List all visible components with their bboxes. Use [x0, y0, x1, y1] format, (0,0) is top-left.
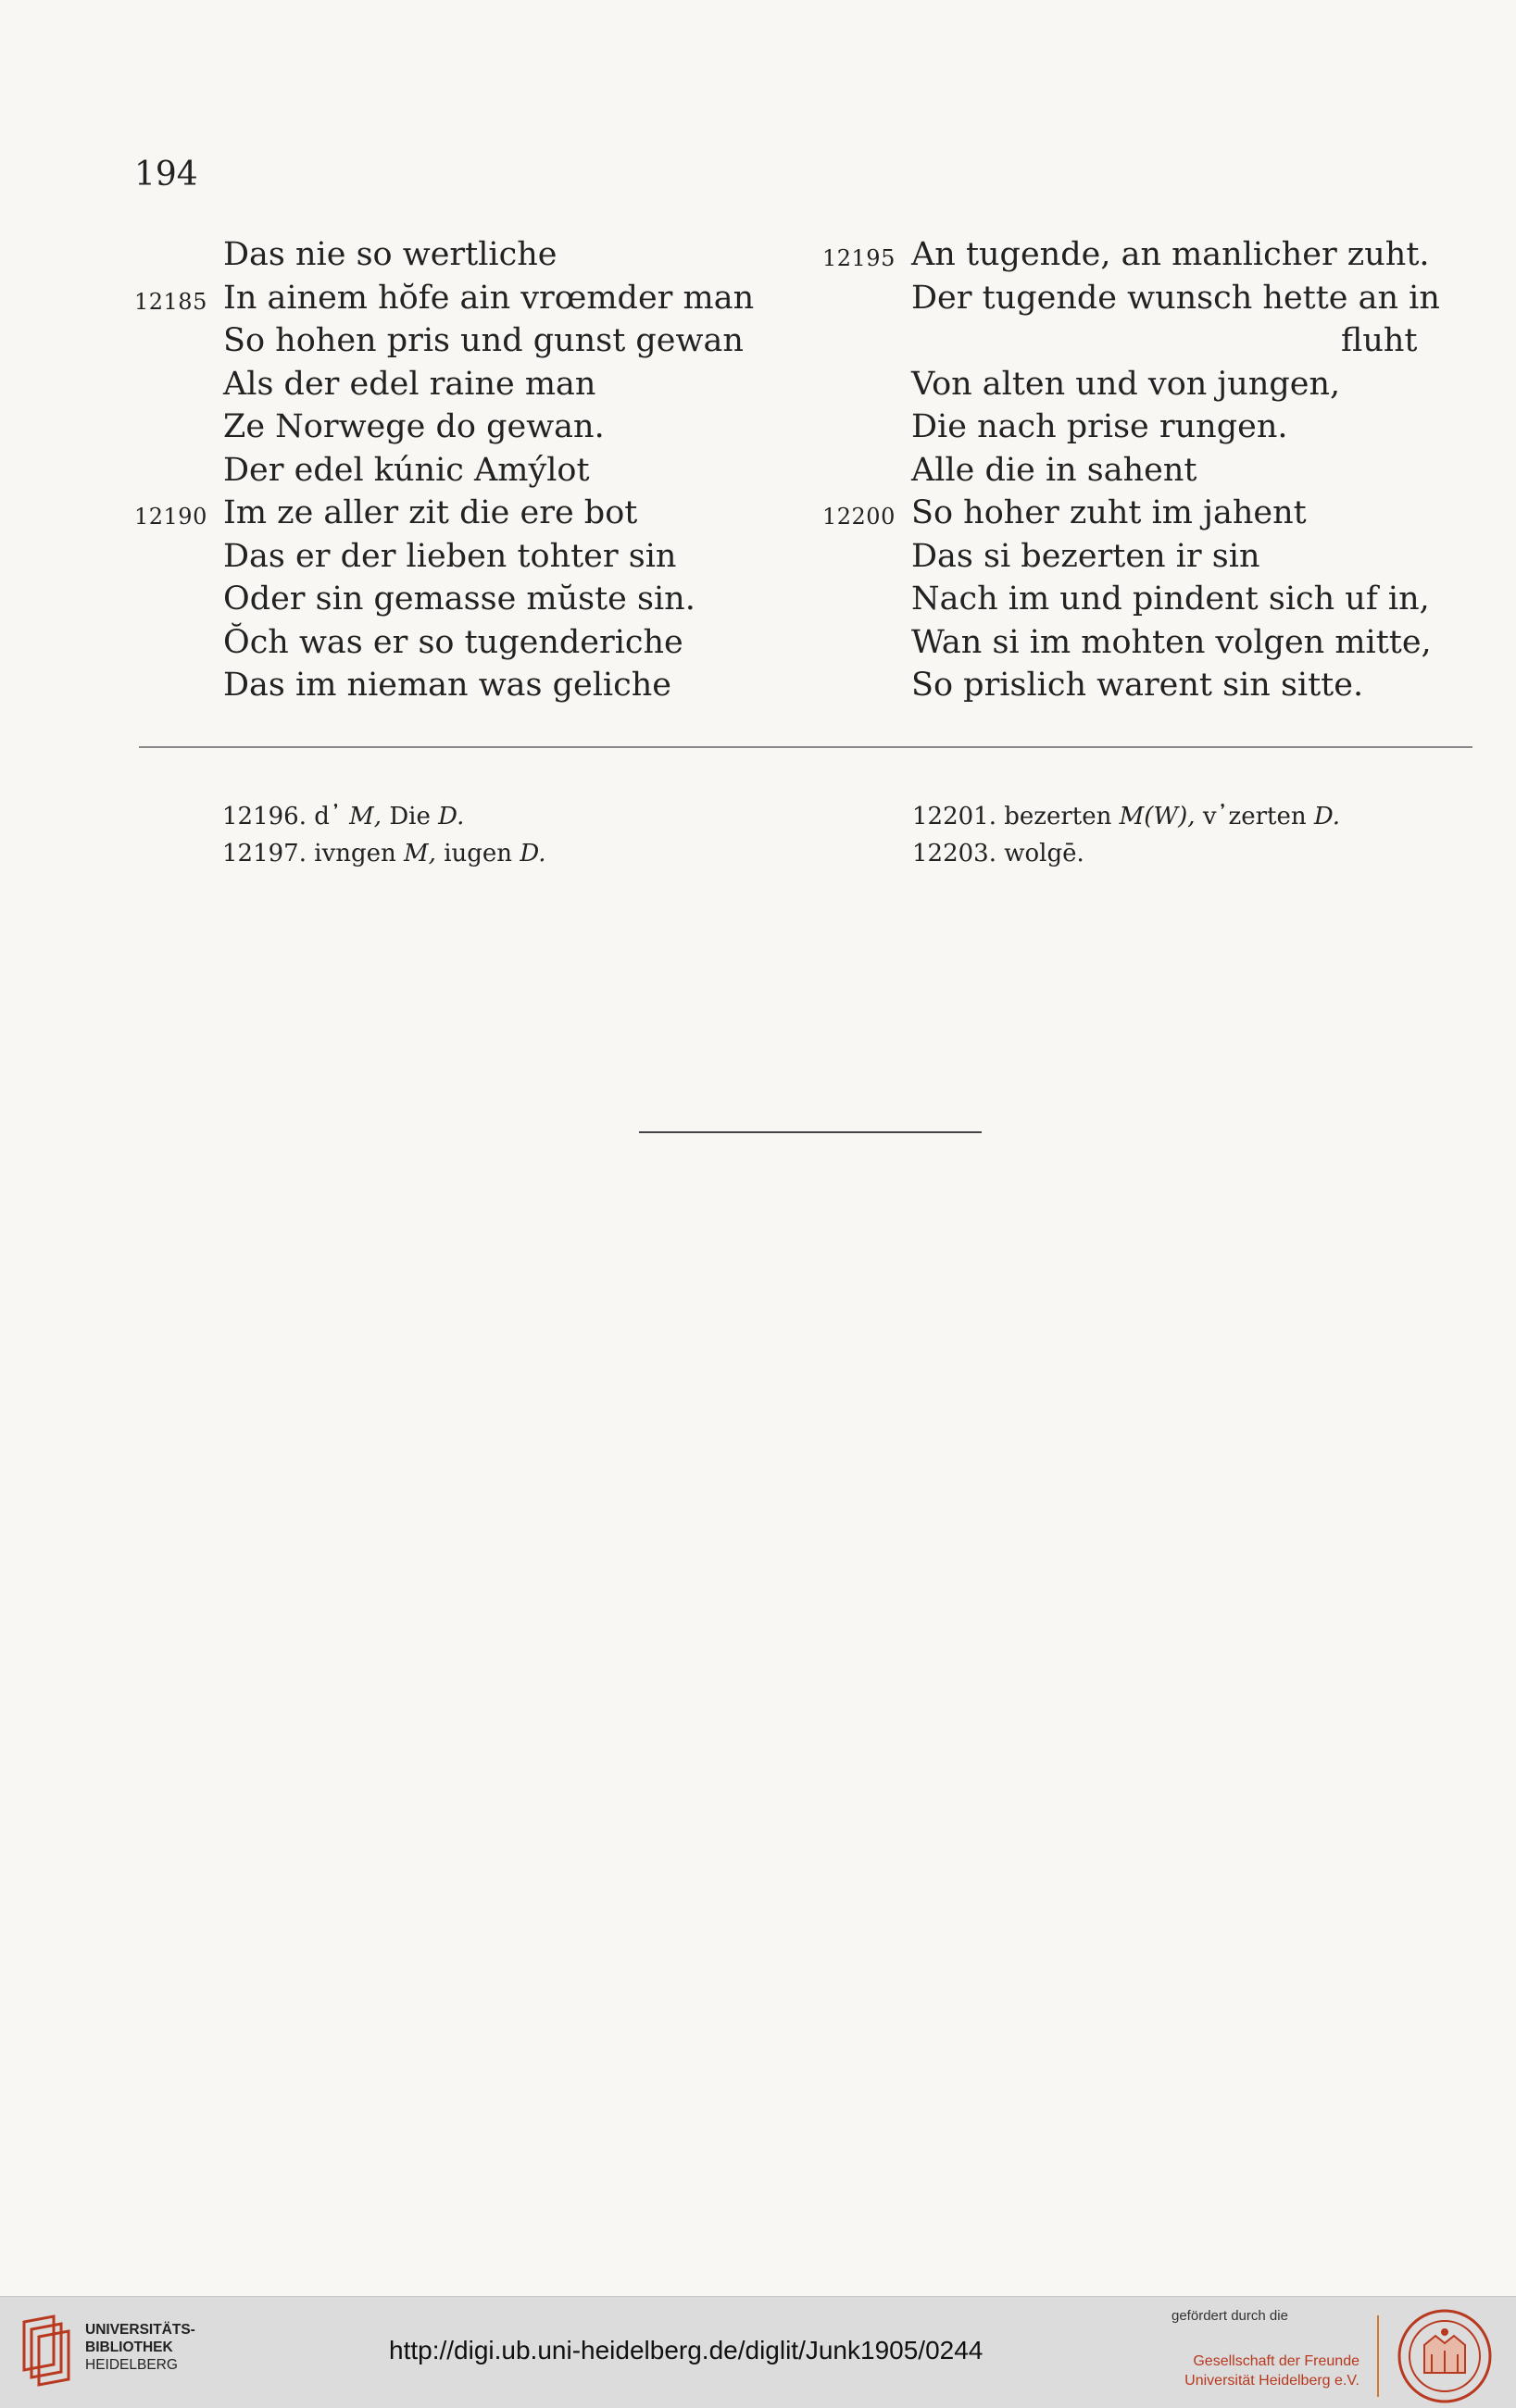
line-number: 12185	[134, 288, 207, 315]
verse-line	[822, 277, 1471, 320]
verse-text: Das er der lieben tohter sin	[223, 537, 677, 575]
verse-text: fluht	[1341, 322, 1418, 359]
verse-text: Im ze aller zit die ere bot	[223, 494, 638, 531]
verse-line	[134, 621, 783, 665]
manuscript-siglum: D.	[520, 840, 546, 867]
verse-text: So hoher zuht im jahent	[911, 494, 1307, 531]
verse-line	[134, 578, 783, 621]
society-name	[1165, 2352, 1359, 2390]
funded-by-label: gefördert durch die	[1171, 2308, 1288, 2324]
manuscript-siglum: D.	[1313, 803, 1341, 830]
apparatus-note	[222, 798, 546, 835]
verse-text: Ze Norwege do gewan.	[223, 408, 605, 445]
verse-line	[134, 535, 783, 579]
permalink-url[interactable]: http://digi.ub.uni-heidelberg.de/diglit/Junk1905/0244	[389, 2336, 984, 2364]
library-name	[85, 2321, 195, 2374]
verse-text: Das si bezerten ir sin	[911, 537, 1260, 575]
variant-reading: ivngen	[314, 840, 396, 867]
verse-line	[822, 405, 1471, 449]
verse-line	[134, 363, 783, 406]
verse-line	[134, 492, 783, 535]
variant-reading: iugen	[444, 840, 513, 867]
manuscript-siglum: D.	[438, 803, 465, 830]
apparatus-right	[912, 798, 1340, 872]
verse-text: Nach im und pindent sich uf in,	[911, 580, 1430, 618]
verse-text: So hohen pris und gunst gewan	[223, 322, 744, 359]
verse-line	[822, 233, 1471, 277]
line-number: 12195	[822, 245, 896, 271]
footer-divider	[1377, 2315, 1379, 2397]
verse-text: Oder sin gemasse mŭste sin.	[223, 580, 695, 618]
verse-text: In ainem hŏfe ain vrœmder man	[223, 279, 755, 317]
line-number: 12190	[134, 504, 207, 530]
library-name-line1: UNIVERSITÄTS-	[85, 2322, 195, 2338]
manuscript-siglum: M,	[349, 803, 382, 830]
verse-line	[822, 319, 1471, 363]
note-line-number: 12197.	[222, 840, 307, 867]
verse-text: Die nach prise rungen.	[911, 408, 1288, 445]
line-number: 12200	[822, 504, 896, 530]
library-name-line2: BIBLIOTHEK	[85, 2339, 173, 2355]
verse-line	[822, 363, 1471, 406]
apparatus-note	[912, 835, 1340, 872]
library-name-line3: HEIDELBERG	[85, 2357, 178, 2373]
verse-line	[822, 449, 1471, 493]
apparatus-note	[222, 835, 546, 872]
note-line-number: 12196.	[222, 803, 307, 830]
variant-reading: Die	[389, 803, 431, 830]
verse-line	[822, 664, 1471, 707]
verse-text: Als der edel raine man	[223, 365, 596, 403]
verse-text: So prislich warent sin sitte.	[911, 667, 1364, 704]
ub-heidelberg-logo-icon	[17, 2313, 74, 2390]
verse-text: Von alten und von jungen,	[911, 365, 1341, 403]
end-rule	[639, 1131, 982, 1133]
verse-line	[134, 233, 783, 277]
verse-line	[134, 664, 783, 707]
manuscript-siglum: M,	[404, 840, 436, 867]
variant-reading: wolgē.	[1004, 840, 1084, 867]
page-number: 194	[134, 156, 198, 193]
verse-column-left	[134, 233, 783, 707]
society-name-line1: Gesellschaft der Freunde	[1193, 2353, 1359, 2369]
variant-reading: bezerten	[1004, 803, 1112, 830]
verse-line	[134, 277, 783, 320]
verse-text: Ŏch was er so tugenderiche	[223, 623, 683, 661]
apparatus-note	[912, 798, 1340, 835]
verse-line	[134, 449, 783, 493]
verse-line	[822, 492, 1471, 535]
verse-text: Wan si im mohten volgen mitte,	[911, 623, 1432, 661]
variant-reading: d᾽	[314, 803, 342, 830]
society-name-line2: Universität Heidelberg e.V.	[1184, 2373, 1359, 2389]
verse-column-right	[822, 233, 1471, 707]
manuscript-siglum: M(W),	[1119, 803, 1196, 830]
verse-text: Der tugende wunsch hette an in	[911, 279, 1440, 317]
note-line-number: 12203.	[912, 840, 996, 867]
verse-text: Das im nieman was geliche	[223, 667, 671, 704]
footnote-divider	[139, 746, 1472, 748]
verse-text: Alle die in sahent	[911, 451, 1197, 489]
note-line-number: 12201.	[912, 803, 996, 830]
verse-line	[822, 535, 1471, 579]
footer-bar	[0, 2296, 1516, 2408]
verse-line	[822, 578, 1471, 621]
verse-line	[134, 405, 783, 449]
verse-line	[822, 621, 1471, 665]
university-seal-icon	[1397, 2308, 1493, 2404]
verse-text: Der edel kúnic Amýlot	[223, 451, 590, 489]
apparatus-left	[222, 798, 546, 872]
variant-reading: v᾽zerten	[1202, 803, 1307, 830]
verse-line	[134, 319, 783, 363]
verse-text: An tugende, an manlicher zuht.	[911, 236, 1430, 273]
verse-text: Das nie so wertliche	[223, 236, 558, 273]
